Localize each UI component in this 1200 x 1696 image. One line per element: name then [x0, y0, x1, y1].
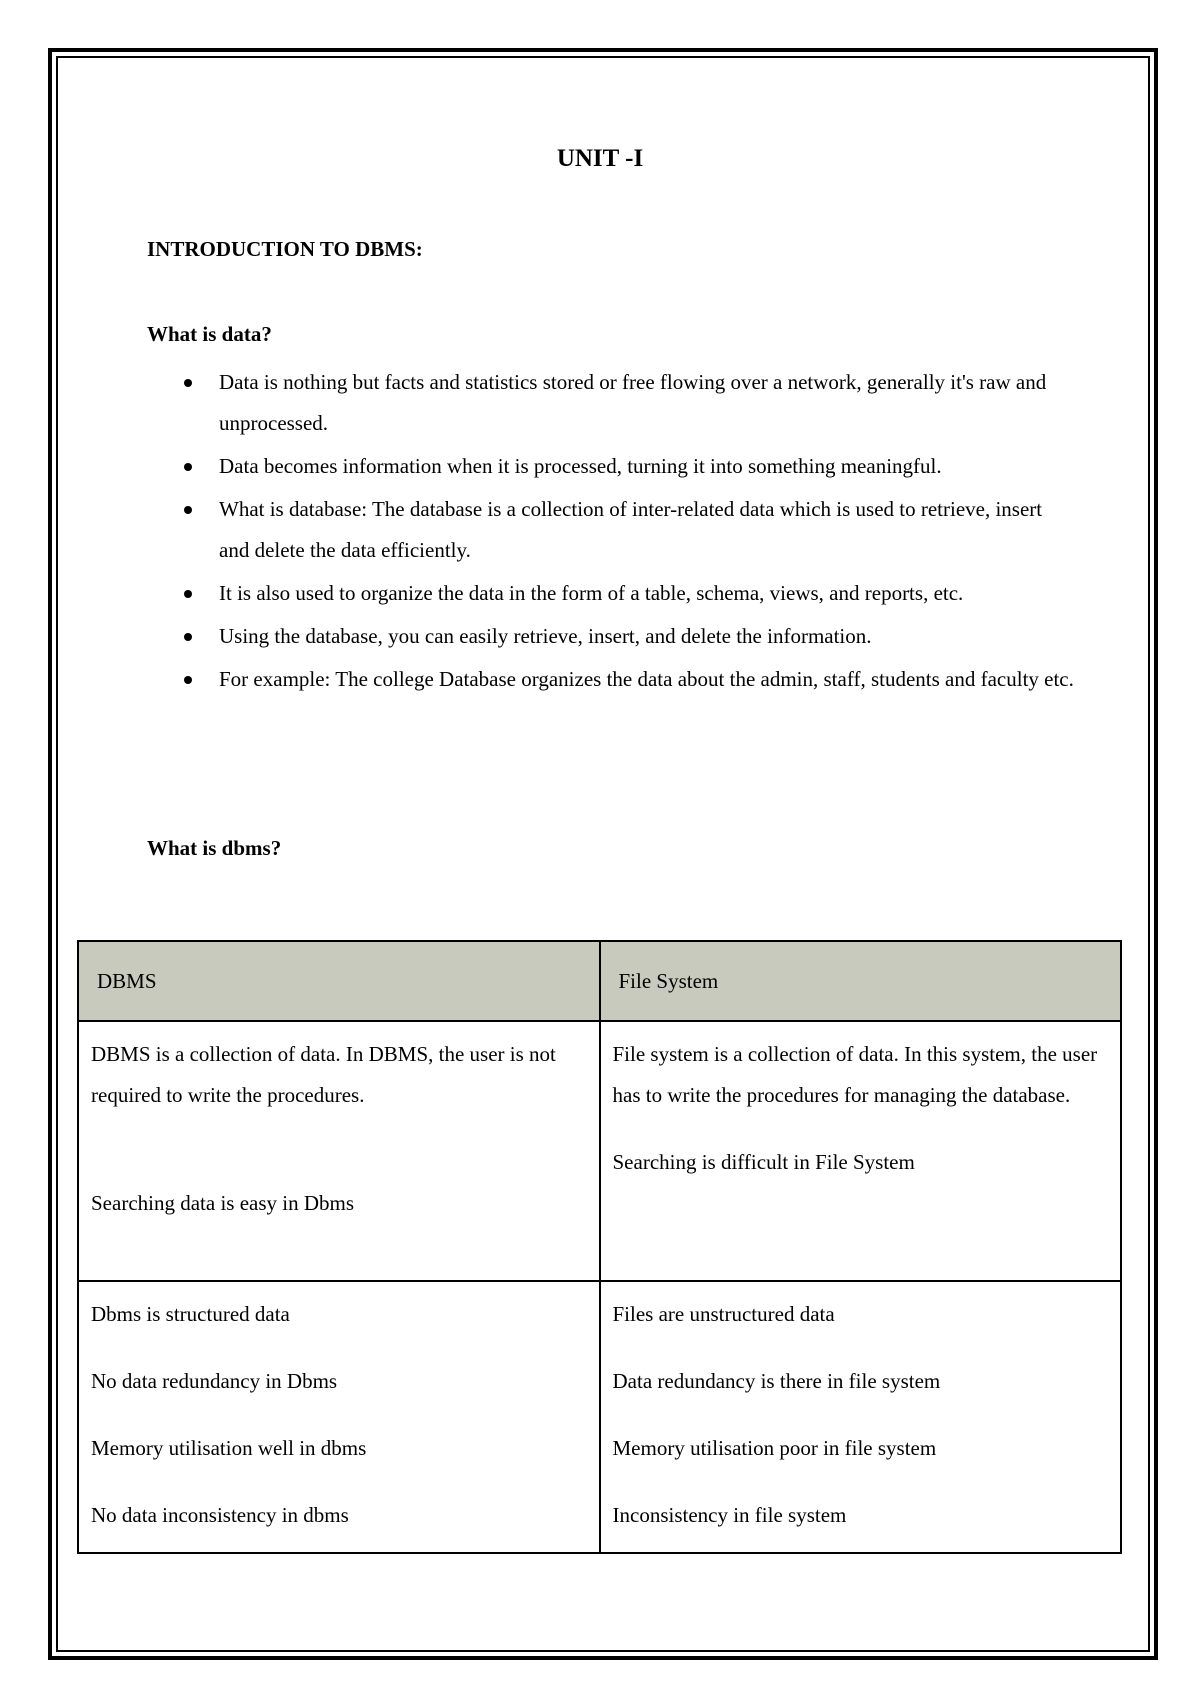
bullet-dot-icon — [184, 463, 192, 471]
dbms-heading: What is dbms? — [147, 836, 282, 860]
intro-heading: INTRODUCTION TO DBMS: — [147, 237, 423, 261]
bullet-item: Data becomes information when it is processed, turning it into something meaningful. — [147, 446, 1077, 487]
cell-text: DBMS is a collection of data. In DBMS, the user is not required to write the procedures. — [91, 1042, 556, 1107]
bullet-item: Data is nothing but facts and statistics stored or free flowing over a network, generally it's raw and unprocessed. — [147, 362, 1077, 444]
cell-text: No data inconsistency in dbms — [91, 1503, 349, 1527]
cell-text: Searching is difficult in File System — [612, 1150, 915, 1174]
bullet-item: What is database: The database is a collection of inter-related data which is used to retrieve, insert and delete the data efficiently. — [147, 489, 1077, 571]
unit-title: UNIT -I — [556, 145, 644, 172]
cell-text: Data redundancy is there in file system — [612, 1369, 941, 1393]
bullet-dot-icon — [184, 633, 192, 641]
cell-text: Searching data is easy in Dbms — [91, 1191, 355, 1215]
table-row — [78, 1281, 1121, 1553]
cell-text: No data redundancy in Dbms — [91, 1369, 338, 1393]
bullet-item: For example: The college Database organizes the data about the admin, staff, students and faculty etc. — [147, 659, 1077, 700]
table-row — [78, 1021, 1121, 1281]
bullet-item: It is also used to organize the data in the form of a table, schema, views, and reports, etc. — [147, 573, 1077, 614]
cell-text: Inconsistency in file system — [612, 1503, 847, 1527]
cell-text: Dbms is structured data — [91, 1302, 290, 1326]
header-dbms: DBMS — [78, 941, 600, 1021]
table-cell-dbms — [78, 1281, 600, 1553]
dbms-vs-filesystem-table — [77, 940, 1122, 1554]
table-cell-file-system — [600, 1021, 1122, 1281]
bullet-dot-icon — [184, 379, 192, 387]
cell-text: Memory utilisation well in dbms — [91, 1436, 367, 1460]
table-cell-file-system — [600, 1281, 1122, 1553]
cell-text: Memory utilisation poor in file system — [612, 1436, 937, 1460]
bullet-dot-icon — [184, 506, 192, 514]
data-heading: What is data? — [147, 322, 272, 346]
cell-text: File system is a collection of data. In this system, the user has to write the procedures for managing the database. — [612, 1042, 1098, 1107]
cell-text: Files are unstructured data — [612, 1302, 835, 1326]
table-cell-dbms — [78, 1021, 600, 1281]
bullet-dot-icon — [184, 590, 192, 598]
bullet-dot-icon — [184, 676, 192, 684]
data-bullet-list — [147, 362, 1077, 702]
bullet-item: Using the database, you can easily retrieve, insert, and delete the information. — [147, 616, 1077, 657]
table-header-row — [78, 941, 1121, 1021]
header-file-system: File System — [600, 941, 1122, 1021]
